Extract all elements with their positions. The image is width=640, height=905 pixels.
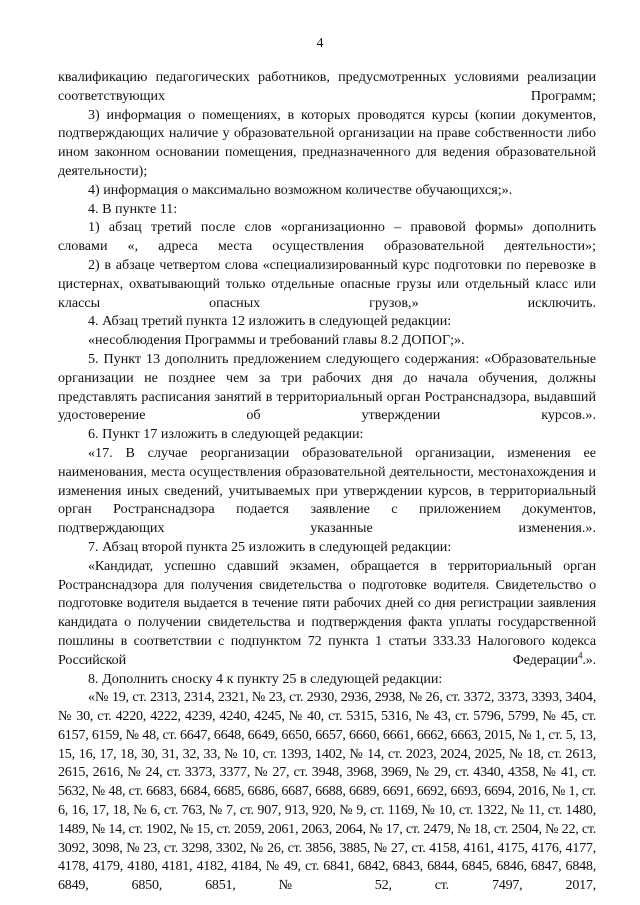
paragraph-item-4-capacity: 4) информация о максимально возможном количестве обучающихся;». bbox=[88, 181, 513, 198]
paragraph-point-25-text bbox=[58, 557, 596, 670]
page-number: 4 bbox=[316, 36, 324, 51]
paragraph-point-11: 4. В пункте 11: bbox=[88, 200, 178, 217]
paragraph-point-25-body: «Кандидат, успешно сдавший экзамен, обращается в территориальный орган Ространснадзора для получения свидетельства о подготовке водителя. Свидетельство о подготовке водителя выдается в течение пяти рабочих дней со дня регистрации заявления кандидата о получении свидетельства и подтверждения факта уплаты государственной пошлины в соответствии с подпунктом 72 пункта 1 статьи 333.33 Налогового кодекса Российской Федерации bbox=[58, 557, 596, 668]
paragraph-point-17: 6. Пункт 17 изложить в следующей редакции: bbox=[88, 426, 364, 443]
document-body bbox=[58, 68, 596, 895]
paragraph-continuation: квалификацию педагогических работников, предусмотренных условиями реализации соответствующих Программ; bbox=[58, 69, 596, 104]
paragraph-point-13: 5. Пункт 13 дополнить предложением следующего содержания: «Образовательные организации не позднее чем за три рабочих дня до начала обучения, должны представлять расписания занятий в территориальный орган Ространснадзора, выдавший удостоверение об утверждении курсов.». bbox=[58, 350, 596, 424]
paragraph-point-11-sub-1: 1) абзац третий после слов «организационно – правовой формы» дополнить словами «, адреса места осуществления образовательной деятельности»; bbox=[58, 219, 596, 255]
paragraph-item-3-premises: 3) информация о помещениях, в которых проводятся курсы (копии документов, подтверждающих наличие у образовательной организации на праве собственности либо ином законном основании помещения, предназначенного для ведения образовательной деятельности); bbox=[58, 106, 596, 179]
paragraph-point-25: 7. Абзац второй пункта 25 изложить в следующей редакции: bbox=[88, 538, 452, 555]
paragraph-point-25-tail: .». bbox=[582, 651, 596, 668]
paragraph-point-8-footnote: 8. Дополнить сноску 4 к пункту 25 в следующей редакции: bbox=[88, 670, 443, 687]
paragraph-point-11-sub-2: 2) в абзаце четвертом слова «специализированный курс подготовки по перевозке в цистернах, охватывающий только отдельные опасные грузы или отдельный класс или классы опасных грузов,» исключить. bbox=[58, 256, 596, 311]
paragraph-point-17-text: «17. В случае реорганизации образовательной организации, изменения ее наименования, места осуществления образовательной деятельности, местонахождения и изменения иных сведений, учитываемых при утверждении курсов, в территориальный орган Ространснадзора подается заявление с приложением документов, подтверждающих указанные изменения.». bbox=[58, 444, 596, 537]
footnote-marker: 4 bbox=[577, 650, 583, 661]
paragraph-footnote-citations: «№ 19, ст. 2313, 2314, 2321, № 23, ст. 2930, 2936, 2938, № 26, ст. 3372, 3373, 3393, 3404, № 30, ст. 4220, 4222, 4239, 4240, 4245, № 40, ст. 5315, 5316, № 43, ст. 5796, 5799, № 45, ст. 6157, 6159, № 48, ст. 6647, 6648, 6649, 6650, 6657, 6660, 6661, 6662, 6663, 2015, № 1, ст. 5, 13, 15, 16, 17, 18, 30, 31, 32, 33, № 10, ст. 1393, 1402, № 14, ст. 2023, 2024, 2025, № 18, ст. 2613, 2615, 2616, № 24, ст. 3373, 3377, № 27, ст. 3948, 3968, 3969, № 29, ст. 4340, 4358, № 41, ст. 5632, № 48, ст. 6683, 6684, 6685, 6686, 6687, 6688, 6689, 6691, 6692, 6693, 6694, 2016, № 1, ст. 6, 16, 17, 18, № 6, ст. 763, № 7, ст. 907, 913, 920, № 9, ст. 1169, № 10, ст. 1322, № 11, ст. 1480, 1489, № 14, ст. 1902, № 15, ст. 2059, 2061, 2063, 2064, № 17, ст. 2479, № 18, ст. 2504, № 22, ст. 3092, 3098, № 23, ст. 3298, 3302, № 26, ст. 3856, 3885, № 27, ст. 4158, 4161, 4175, 4176, 4177, 4178, 4179, 4180, 4181, 4182, 4184, № 49, ст. 6841, 6842, 6843, 6844, 6845, 6846, 6847, 6848, 6849, 6850, 6851, № 52, ст. 7497, 2017, bbox=[58, 689, 596, 894]
paragraph-point-12: 4. Абзац третий пункта 12 изложить в следующей редакции: bbox=[88, 313, 452, 330]
paragraph-point-12-text: «несоблюдения Программы и требований главы 8.2 ДОПОГ;». bbox=[88, 332, 465, 349]
